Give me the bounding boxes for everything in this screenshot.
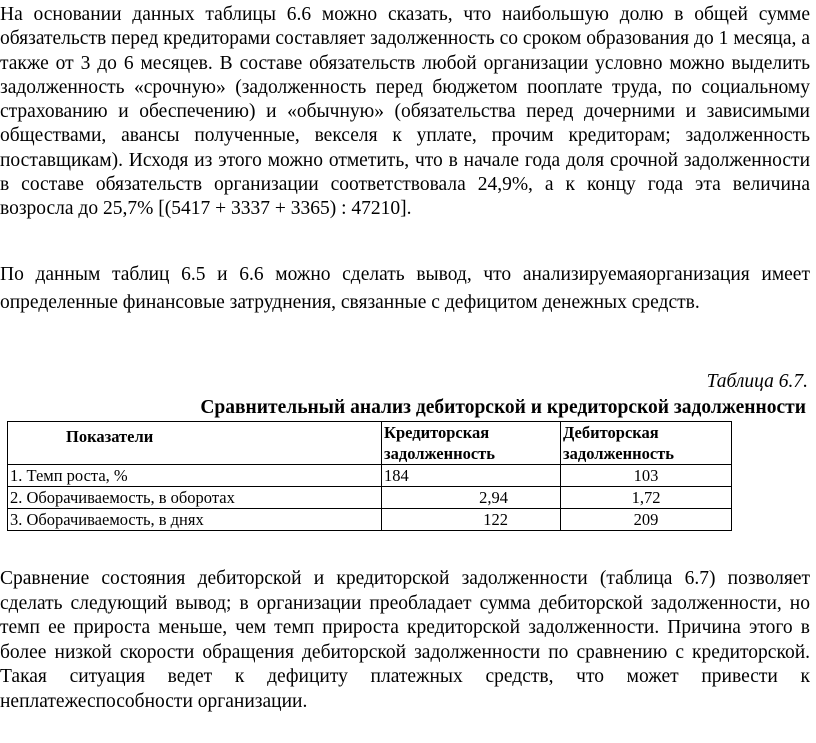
row-label: 2. Оборачиваемость, в оборотах [8, 487, 382, 509]
row-label: 1. Темп роста, % [8, 465, 382, 487]
receivables-value: 209 [561, 509, 732, 531]
header-receivables: Дебиторская задолженность [561, 422, 732, 465]
table-row [8, 487, 732, 509]
table-row [8, 509, 732, 531]
header-payables: Кредиторская задолженность [382, 422, 561, 465]
table-caption: Таблица 6.7. [706, 371, 808, 392]
header-indicators: Показатели [8, 422, 382, 465]
receivables-value: 103 [561, 465, 732, 487]
payables-value: 184 [382, 465, 561, 487]
paragraph-debt-structure: На основании данных таблицы 6.6 можно сказать, что наибольшую долю в общей сумме обязательств перед кредиторами составляет задолженность со сроком образования до 1 месяца, а также от 3 до 6 месяцев. В составе обязательств любой организации условно можно выделить задолженность «срочную» (задолженность перед бюджетом пооплате труда, по социальному страхованию и обеспечению) и «обычную» (обязательства перед дочерними и зависимыми обществами, авансы полученные, векселя к уплате, прочим кредиторам; задолженность поставщикам). Исходя из этого можно отметить, что в начале года доля срочной задолженности в составе обязательств организации соответствовала 24,9%, а к концу года эта величина возросла до 25,7% [(5417 + 3337 + 3365) : 47210]. [0, 4, 810, 220]
row-label: 3. Оборачиваемость, в днях [8, 509, 382, 531]
table-header-row [8, 422, 732, 465]
receivables-value: 1,72 [561, 487, 732, 509]
comparison-table [7, 421, 732, 531]
payables-value: 122 [382, 509, 561, 531]
payables-value: 2,94 [382, 487, 561, 509]
paragraph-financial-difficulties: По данным таблиц 6.5 и 6.6 можно сделать вывод, что анализируемаяорганизация имеет определенные финансовые затруднения, связанные с дефицитом денежных средств. [0, 264, 810, 313]
paragraph-comparison-conclusion: Сравнение состояния дебиторской и кредиторской задолженности (таблица 6.7) позволяет сделать следующий вывод; в организации преобладает сумма дебиторской задолженности, но темп ее прироста меньше, чем темп прироста кредиторской задолженности. Причина этого в более низкой скорости обращения дебиторской задолженности по сравнению с кредиторской. Такая ситуация ведет к дефициту платежных средств, что может привести к неплатежеспособности организации. [0, 568, 810, 712]
table-row [8, 465, 732, 487]
table-title: Сравнительный анализ дебиторской и кредиторской задолженности [200, 397, 806, 418]
